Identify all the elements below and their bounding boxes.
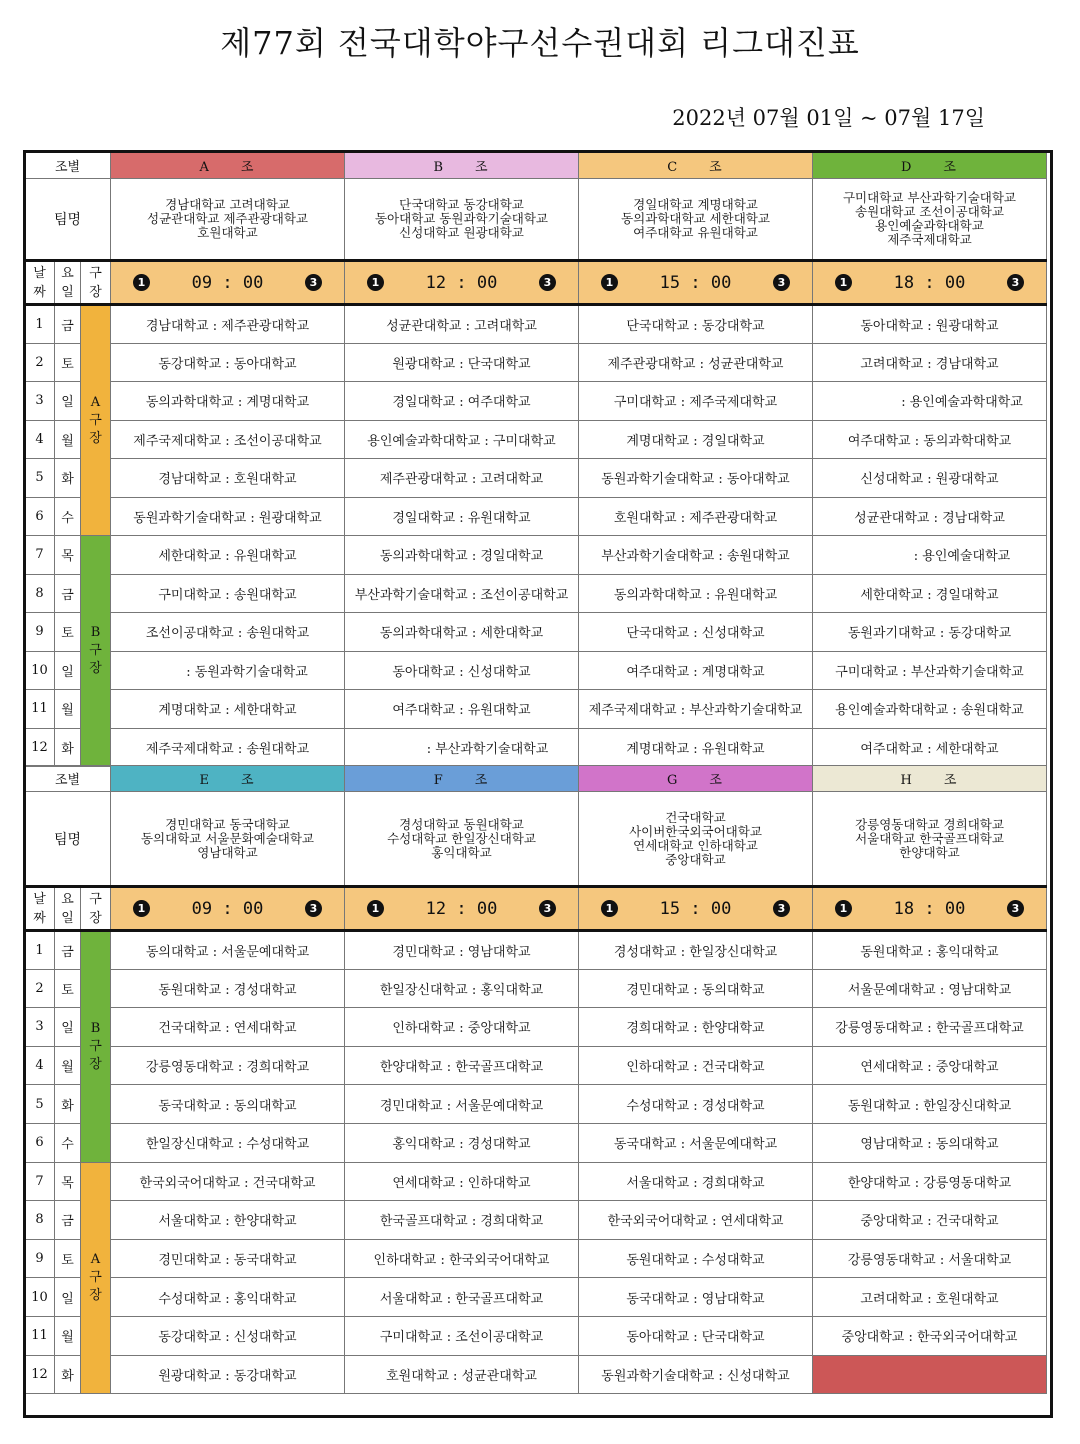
dow-cell: 금	[55, 931, 81, 970]
time-label: 09 : 00	[191, 272, 264, 293]
day-cell: 6	[25, 1123, 55, 1162]
round-end-badge-icon: 3	[1007, 900, 1024, 917]
team-line: 동아대학교 동원과학기술대학교	[374, 211, 549, 226]
team-line: 호원대학교	[197, 225, 258, 240]
match-cell: 동원과학기술대학교 : 신성대학교	[579, 1355, 813, 1394]
table-row	[25, 1123, 1047, 1162]
team-line: 수성대학교 한일장신대학교	[387, 830, 536, 846]
match-cell: 계명대학교 : 경일대학교	[579, 420, 813, 459]
match-cell: 고려대학교 : 호원대학교	[813, 1278, 1047, 1317]
time-label: 15 : 00	[659, 898, 732, 919]
round-end-badge-icon: 3	[539, 274, 556, 291]
match-cell: 강릉영동대학교 : 경희대학교	[111, 1046, 345, 1085]
dow-header-char: 일	[61, 284, 74, 300]
team-list-g	[579, 792, 813, 887]
match-cell: 한국골프대학교 : 경희대학교	[345, 1201, 579, 1240]
table-row	[25, 969, 1047, 1008]
time-slot-content	[345, 273, 578, 293]
match-cell: 경민대학교 : 서울문예대학교	[345, 1085, 579, 1124]
match-cell: 여주대학교 : 동의과학대학교	[813, 420, 1047, 459]
dow-cell: 수	[55, 497, 81, 536]
match-cell: 한양대학교 : 강릉영동대학교	[813, 1162, 1047, 1201]
team-line: 여주대학교 유원대학교	[633, 225, 758, 240]
team-list-c	[579, 179, 813, 261]
team-line: 단국대학교 동강대학교	[399, 197, 524, 212]
round-end-badge-icon: 3	[773, 274, 790, 291]
team-line: 구미대학교 부산과학기술대학교	[842, 190, 1017, 205]
time-label: 18 : 00	[893, 898, 966, 919]
round-start-badge-icon: 1	[601, 274, 618, 291]
match-cell: 동강대학교 : 신성대학교	[111, 1316, 345, 1355]
time-label: 12 : 00	[425, 272, 498, 293]
day-cell: 6	[25, 497, 55, 536]
time-slot-content	[111, 899, 344, 919]
match-cell: 강릉영동대학교 : 한국골프대학교	[813, 1008, 1047, 1047]
match-cell: 한국외국어대학교 : 연세대학교	[579, 1201, 813, 1240]
team-line: 송원대학교 조선이공대학교	[855, 204, 1004, 219]
table-row	[25, 536, 1047, 575]
team-line: 중앙대학교	[665, 851, 726, 867]
dow-cell: 일	[55, 1008, 81, 1047]
match-cell: 경일대학교 : 유원대학교	[345, 497, 579, 536]
venue-header-char: 구	[89, 265, 102, 281]
team-list-a	[111, 179, 345, 261]
dow-cell: 월	[55, 420, 81, 459]
match-cell: 경남대학교 : 호원대학교	[111, 459, 345, 498]
venue-char: B	[90, 1020, 101, 1036]
day-header-char: 짜	[33, 910, 46, 926]
table-row	[25, 574, 1047, 613]
table-row	[25, 651, 1047, 690]
team-list-b	[345, 179, 579, 261]
match-cell: 제주국제대학교 : 조선이공대학교	[111, 420, 345, 459]
match-cell: 구미대학교 : 제주국제대학교	[579, 382, 813, 421]
group-header-b: B 조	[345, 153, 579, 179]
team-col-label: 팀명	[25, 179, 111, 261]
match-cell: 경남대학교 : 제주관광대학교	[111, 305, 345, 344]
match-cell: 제주관광대학교 : 고려대학교	[345, 459, 579, 498]
table-row	[25, 1085, 1047, 1124]
match-cell: 인하대학교 : 건국대학교	[579, 1046, 813, 1085]
round-start-badge-icon: 1	[133, 274, 150, 291]
match-cell: 한양대학교 : 한국골프대학교	[345, 1046, 579, 1085]
table-row	[25, 1278, 1047, 1317]
dow-cell: 화	[55, 1085, 81, 1124]
round-start-badge-icon: 1	[367, 274, 384, 291]
venue-header	[81, 261, 111, 305]
dow-cell: 일	[55, 1278, 81, 1317]
venue-char: 구	[89, 412, 102, 428]
match-cell: 조선이공대학교 : 송원대학교	[111, 613, 345, 652]
match-cell: 한일장신대학교 : 수성대학교	[111, 1123, 345, 1162]
venue-cell	[81, 931, 111, 1163]
day-cell: 4	[25, 420, 55, 459]
table-row	[25, 1355, 1047, 1394]
match-cell: : 동원과학기술대학교	[111, 651, 345, 690]
day-header	[25, 887, 55, 931]
match-cell: 중앙대학교 : 한국외국어대학교	[813, 1316, 1047, 1355]
match-cell: 수성대학교 : 홍익대학교	[111, 1278, 345, 1317]
group-header-d: D 조	[813, 153, 1047, 179]
table-row	[25, 1162, 1047, 1201]
match-cell: 경민대학교 : 영남대학교	[345, 931, 579, 970]
time-slot-2	[345, 887, 579, 931]
dow-header	[55, 261, 81, 305]
team-line: 경성대학교 동원대학교	[399, 816, 524, 832]
team-line: 경민대학교 동국대학교	[165, 816, 290, 832]
time-slot-1	[111, 887, 345, 931]
venue-char: 장	[89, 430, 102, 446]
venue-char: 구	[89, 1038, 102, 1054]
table-row	[25, 1201, 1047, 1240]
match-cell: 경희대학교 : 한양대학교	[579, 1008, 813, 1047]
table-row	[25, 1046, 1047, 1085]
dow-cell: 토	[55, 613, 81, 652]
match-cell: 세한대학교 : 유원대학교	[111, 536, 345, 575]
match-cell: 경성대학교 : 한일장신대학교	[579, 931, 813, 970]
table-row	[25, 931, 1047, 970]
team-line: 제주국제대학교	[887, 232, 972, 247]
day-cell: 7	[25, 1162, 55, 1201]
day-cell: 3	[25, 382, 55, 421]
match-cell: 성균관대학교 : 경남대학교	[813, 497, 1047, 536]
venue-char: B	[90, 625, 101, 640]
match-cell: 용인예술과학대학교 : 송원대학교	[813, 690, 1047, 729]
match-cell: 영남대학교 : 동의대학교	[813, 1123, 1047, 1162]
match-cell: 홍익대학교 : 경성대학교	[345, 1123, 579, 1162]
day-cell: 12	[25, 1355, 55, 1394]
round-start-badge-icon: 1	[133, 900, 150, 917]
dow-cell: 화	[55, 459, 81, 498]
match-cell: 연세대학교 : 인하대학교	[345, 1162, 579, 1201]
day-cell: 10	[25, 651, 55, 690]
time-label: 15 : 00	[659, 272, 732, 293]
team-line: 경남대학교 고려대학교	[165, 197, 290, 212]
match-cell: 한국외국어대학교 : 건국대학교	[111, 1162, 345, 1201]
team-list-d	[813, 179, 1047, 261]
match-cell: 호원대학교 : 제주관광대학교	[579, 497, 813, 536]
match-cell: 동국대학교 : 동의대학교	[111, 1085, 345, 1124]
page-title: 제77회 전국대학야구선수권대회 리그대진표	[220, 24, 860, 62]
match-cell: 동강대학교 : 동아대학교	[111, 343, 345, 382]
time-slot-1	[111, 261, 345, 305]
match-cell: 동의과학대학교 : 경일대학교	[345, 536, 579, 575]
match-cell: 동원대학교 : 한일장신대학교	[813, 1085, 1047, 1124]
match-cell: 서울대학교 : 한국골프대학교	[345, 1278, 579, 1317]
match-cell: 동원과학기술대학교 : 원광대학교	[111, 497, 345, 536]
dow-header-char: 요	[61, 891, 74, 907]
table-row	[25, 1316, 1047, 1355]
match-cell: 호원대학교 : 성균관대학교	[345, 1355, 579, 1394]
team-line: 한양대학교	[899, 844, 960, 860]
day-cell: 11	[25, 1316, 55, 1355]
match-cell: 동아대학교 : 신성대학교	[345, 651, 579, 690]
round-start-badge-icon: 1	[835, 900, 852, 917]
dow-cell: 월	[55, 690, 81, 729]
match-cell: 수성대학교 : 경성대학교	[579, 1085, 813, 1124]
day-cell: 8	[25, 574, 55, 613]
match-cell: : 용인예술과학대학교	[813, 382, 1047, 421]
table-row	[25, 305, 1047, 344]
team-line: 동의대학교 서울문화예술대학교	[140, 830, 315, 846]
time-slot-content	[813, 273, 1046, 293]
match-cell: 인하대학교 : 중앙대학교	[345, 1008, 579, 1047]
match-cell: 경민대학교 : 동국대학교	[111, 1239, 345, 1278]
table-row	[25, 613, 1047, 652]
dow-cell: 토	[55, 1239, 81, 1278]
match-cell: 제주국제대학교 : 송원대학교	[111, 728, 345, 767]
match-cell: 강릉영동대학교 : 서울대학교	[813, 1239, 1047, 1278]
time-slot-4	[813, 887, 1047, 931]
match-cell: 동국대학교 : 영남대학교	[579, 1278, 813, 1317]
match-cell: 인하대학교 : 한국외국어대학교	[345, 1239, 579, 1278]
group-col-label: 조별	[25, 153, 111, 179]
venue-cell	[81, 305, 111, 536]
time-slot-3	[579, 887, 813, 931]
round-start-badge-icon: 1	[835, 274, 852, 291]
match-cell: 동의과학대학교 : 유원대학교	[579, 574, 813, 613]
group-col-label: 조별	[25, 766, 111, 792]
team-line: 건국대학교	[665, 809, 726, 825]
venue-header-char: 구	[89, 891, 102, 907]
day-header	[25, 261, 55, 305]
match-cell: 건국대학교 : 연세대학교	[111, 1008, 345, 1047]
team-list-f	[345, 792, 579, 887]
time-label: 09 : 00	[191, 898, 264, 919]
round-end-badge-icon: 3	[539, 900, 556, 917]
match-cell: 구미대학교 : 조선이공대학교	[345, 1316, 579, 1355]
match-cell: 신성대학교 : 원광대학교	[813, 459, 1047, 498]
day-cell: 7	[25, 536, 55, 575]
dow-cell: 월	[55, 1046, 81, 1085]
match-cell: 동원대학교 : 경성대학교	[111, 969, 345, 1008]
match-cell: : 용인예술대학교	[813, 536, 1047, 575]
venue-cell	[81, 1162, 111, 1394]
venue-char: 장	[89, 1287, 102, 1303]
match-cell: 동의대학교 : 서울문예대학교	[111, 931, 345, 970]
team-line: 영남대학교	[197, 844, 258, 860]
round-end-badge-icon: 3	[305, 900, 322, 917]
team-line: 동의과학대학교 세한대학교	[621, 211, 770, 226]
dow-cell: 목	[55, 536, 81, 575]
day-cell: 3	[25, 1008, 55, 1047]
table-row	[25, 1008, 1047, 1047]
round-end-badge-icon: 3	[773, 900, 790, 917]
time-slot-content	[813, 899, 1046, 919]
round-end-badge-icon: 3	[305, 274, 322, 291]
day-cell: 8	[25, 1201, 55, 1240]
match-cell: 동원대학교 : 홍익대학교	[813, 931, 1047, 970]
team-list-e	[111, 792, 345, 887]
venue-header-char: 장	[89, 910, 102, 926]
venue-header-char: 장	[89, 284, 102, 300]
day-cell: 1	[25, 305, 55, 344]
table-row	[25, 728, 1047, 767]
match-cell: 경민대학교 : 동의대학교	[579, 969, 813, 1008]
match-cell: 여주대학교 : 유원대학교	[345, 690, 579, 729]
dow-cell: 일	[55, 382, 81, 421]
group-header-g: G 조	[579, 766, 813, 792]
venue-char: 장	[89, 1056, 102, 1072]
venue-char: A	[90, 394, 101, 410]
group-header-a: A 조	[111, 153, 345, 179]
dow-cell: 일	[55, 651, 81, 690]
match-cell: 동국대학교 : 서울문예대학교	[579, 1123, 813, 1162]
day-cell: 2	[25, 343, 55, 382]
dow-cell: 월	[55, 1316, 81, 1355]
time-slot-content	[579, 899, 812, 919]
match-cell: 연세대학교 : 중앙대학교	[813, 1046, 1047, 1085]
team-line: 신성대학교 원광대학교	[399, 225, 524, 240]
match-cell: 동아대학교 : 단국대학교	[579, 1316, 813, 1355]
group-header-e: E 조	[111, 766, 345, 792]
venue-char: 장	[89, 661, 102, 676]
time-slot-content	[579, 273, 812, 293]
day-cell: 9	[25, 613, 55, 652]
table-row	[25, 1239, 1047, 1278]
day-cell: 12	[25, 728, 55, 767]
group-header-h: H 조	[813, 766, 1047, 792]
dow-cell: 목	[55, 1162, 81, 1201]
team-line: 서울대학교 한국골프대학교	[855, 830, 1004, 846]
match-cell: 계명대학교 : 세한대학교	[111, 690, 345, 729]
match-cell: 동의과학대학교 : 세한대학교	[345, 613, 579, 652]
time-slot-2	[345, 261, 579, 305]
match-cell: 동아대학교 : 원광대학교	[813, 305, 1047, 344]
time-label: 12 : 00	[425, 898, 498, 919]
round-end-badge-icon: 3	[1007, 274, 1024, 291]
match-cell: 서울대학교 : 한양대학교	[111, 1201, 345, 1240]
match-cell: 동원과기대학교 : 동강대학교	[813, 613, 1047, 652]
day-cell: 9	[25, 1239, 55, 1278]
dow-cell: 수	[55, 1123, 81, 1162]
match-cell: 고려대학교 : 경남대학교	[813, 343, 1047, 382]
group-header-c: C 조	[579, 153, 813, 179]
match-cell: 부산과학기술대학교 : 송원대학교	[579, 536, 813, 575]
date-range: 2022년 07월 01일 ~ 07월 17일	[672, 106, 985, 130]
table-row	[25, 459, 1047, 498]
table-row	[25, 343, 1047, 382]
match-cell: 동원대학교 : 수성대학교	[579, 1239, 813, 1278]
match-cell: 서울문예대학교 : 영남대학교	[813, 969, 1047, 1008]
match-cell: 계명대학교 : 유원대학교	[579, 728, 813, 767]
schedule-table-1	[24, 152, 1047, 767]
day-header-char: 날	[33, 891, 46, 907]
team-line: 사이버한국외국어대학교	[629, 823, 762, 839]
round-start-badge-icon: 1	[601, 900, 618, 917]
match-cell: 성균관대학교 : 고려대학교	[345, 305, 579, 344]
group-header-f: F 조	[345, 766, 579, 792]
team-line: 연세대학교 인하대학교	[633, 837, 758, 853]
match-cell: 구미대학교 : 송원대학교	[111, 574, 345, 613]
match-cell: 한일장신대학교 : 홍익대학교	[345, 969, 579, 1008]
table-row	[25, 382, 1047, 421]
match-cell: 세한대학교 : 경일대학교	[813, 574, 1047, 613]
match-cell: 용인예술과학대학교 : 구미대학교	[345, 420, 579, 459]
table-row	[25, 690, 1047, 729]
time-slot-content	[111, 273, 344, 293]
match-cell: 원광대학교 : 동강대학교	[111, 1355, 345, 1394]
day-header-char: 짜	[33, 284, 46, 300]
match-cell: : 부산과학기술대학교	[345, 728, 579, 767]
time-slot-3	[579, 261, 813, 305]
match-cell: 동의과학대학교 : 계명대학교	[111, 382, 345, 421]
match-cell: 서울대학교 : 경희대학교	[579, 1162, 813, 1201]
time-slot-content	[345, 899, 578, 919]
dow-cell: 화	[55, 1355, 81, 1394]
team-line: 용인예술과학대학교	[875, 218, 984, 233]
venue-header	[81, 887, 111, 931]
dow-header-char: 요	[61, 265, 74, 281]
dow-cell: 토	[55, 343, 81, 382]
venue-char: 구	[89, 643, 102, 658]
team-line: 강릉영동대학교 경희대학교	[855, 816, 1004, 832]
match-cell: 중앙대학교 : 건국대학교	[813, 1201, 1047, 1240]
dow-cell: 금	[55, 574, 81, 613]
match-cell: 여주대학교 : 계명대학교	[579, 651, 813, 690]
match-cell: 단국대학교 : 신성대학교	[579, 613, 813, 652]
match-cell: 제주국제대학교 : 부산과학기술대학교	[579, 690, 813, 729]
table-row	[25, 420, 1047, 459]
match-cell: 부산과학기술대학교 : 조선이공대학교	[345, 574, 579, 613]
table-row	[25, 497, 1047, 536]
match-cell	[813, 1355, 1047, 1394]
venue-char: A	[90, 1251, 101, 1267]
round-start-badge-icon: 1	[367, 900, 384, 917]
venue-char: 구	[89, 1269, 102, 1285]
team-list-h	[813, 792, 1047, 887]
match-cell: 경일대학교 : 여주대학교	[345, 382, 579, 421]
team-line: 성균관대학교 제주관광대학교	[147, 211, 308, 226]
day-header-char: 날	[33, 265, 46, 281]
day-cell: 2	[25, 969, 55, 1008]
dow-cell: 금	[55, 1201, 81, 1240]
match-cell: 여주대학교 : 세한대학교	[813, 728, 1047, 767]
match-cell: 구미대학교 : 부산과학기술대학교	[813, 651, 1047, 690]
day-cell: 1	[25, 931, 55, 970]
team-line: 경일대학교 계명대학교	[633, 197, 758, 212]
dow-cell: 금	[55, 305, 81, 344]
day-cell: 5	[25, 1085, 55, 1124]
time-label: 18 : 00	[893, 272, 966, 293]
day-cell: 10	[25, 1278, 55, 1317]
match-cell: 원광대학교 : 단국대학교	[345, 343, 579, 382]
match-cell: 단국대학교 : 동강대학교	[579, 305, 813, 344]
match-cell: 제주관광대학교 : 성균관대학교	[579, 343, 813, 382]
team-line: 홍익대학교	[431, 844, 492, 860]
venue-cell	[81, 536, 111, 767]
dow-header	[55, 887, 81, 931]
schedule-table-2	[24, 765, 1047, 1394]
dow-cell: 화	[55, 728, 81, 767]
match-cell: 동원과학기술대학교 : 동아대학교	[579, 459, 813, 498]
dow-header-char: 일	[61, 910, 74, 926]
time-slot-4	[813, 261, 1047, 305]
dow-cell: 토	[55, 969, 81, 1008]
day-cell: 4	[25, 1046, 55, 1085]
team-col-label: 팀명	[25, 792, 111, 887]
day-cell: 11	[25, 690, 55, 729]
day-cell: 5	[25, 459, 55, 498]
